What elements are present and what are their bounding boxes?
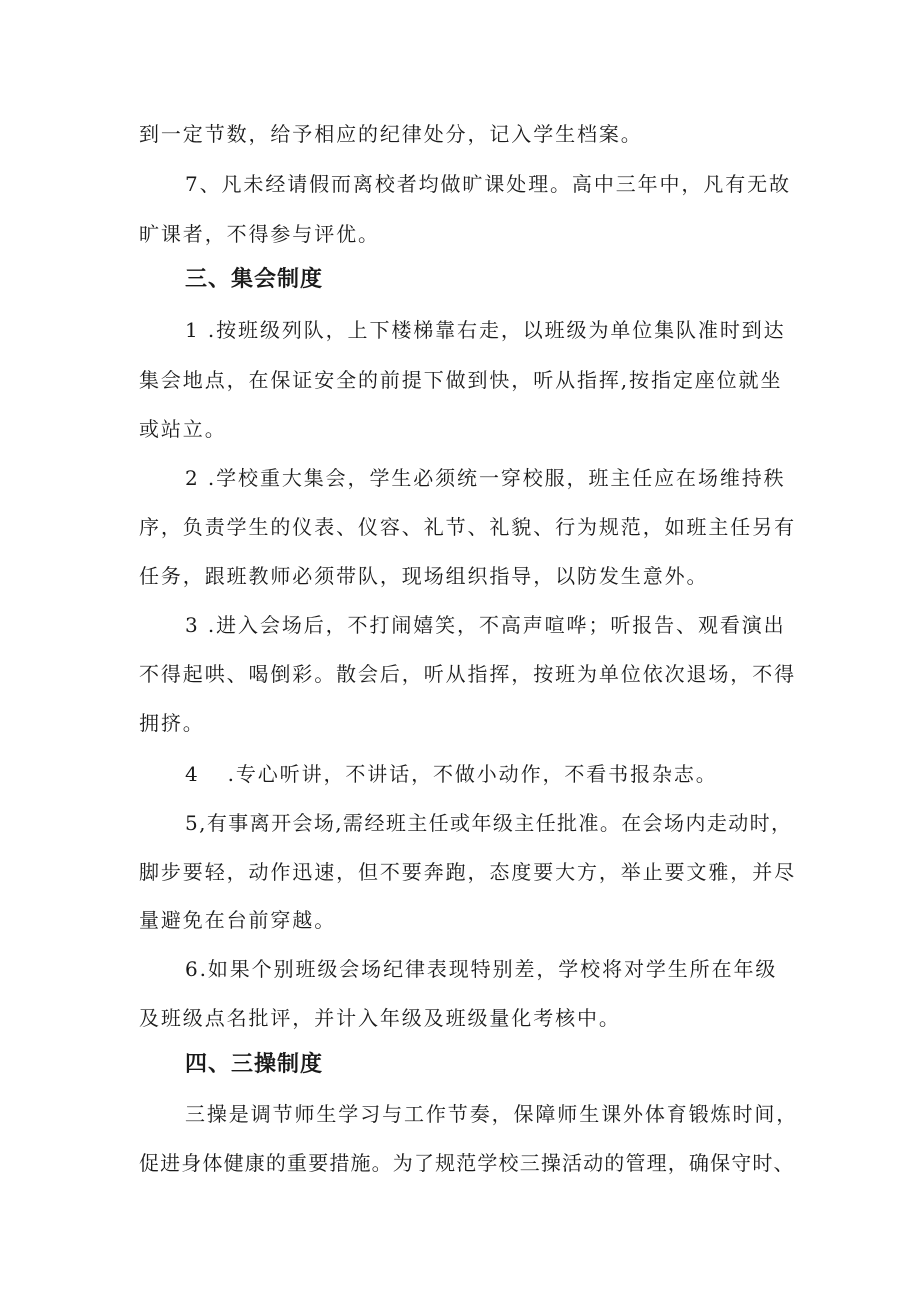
paragraph-line: 2 .学校重大集会，学生必须统一穿校服，班主任应在场维持秩: [185, 466, 786, 490]
section-heading-4: 四、三操制度: [185, 1052, 324, 1077]
paragraph-line: 任务，跟班教师必须带队，现场组织指导，以防发生意外。: [139, 564, 709, 588]
paragraph-line: 三操是调节师生学习与工作节奏，保障师生课外体育锻炼时间，: [185, 1102, 799, 1126]
paragraph-line: 6.如果个别班级会场纪律表现特别差，学校将对学生所在年级: [185, 957, 778, 981]
paragraph-line: 量避免在台前穿越。: [139, 908, 337, 932]
paragraph-line: 1 .按班级列队，上下楼梯靠右走，以班级为单位集队准时到达: [185, 318, 786, 342]
paragraph-line: 及班级点名批评，并计入年级及班级量化考核中。: [139, 1006, 621, 1030]
paragraph-line: 3 .进入会场后，不打闹嬉笑，不高声喧哗；听报告、观看演出: [185, 613, 786, 637]
paragraph-line: 拥挤。: [139, 711, 205, 735]
paragraph-line: 促进身体健康的重要措施。为了规范学校三操活动的管理，确保守时、: [139, 1151, 795, 1175]
paragraph-line: 或站立。: [139, 417, 227, 441]
item-text: .专心听讲，不讲话，不做小动作，不看书报杂志。: [227, 762, 718, 786]
paragraph-line: 到一定节数，给予相应的纪律处分，记入学生档案。: [139, 122, 643, 146]
paragraph-line: 不得起哄、喝倒彩。散会后，听从指挥，按班为单位依次退场，不得: [139, 662, 796, 686]
paragraph-line: 脚步要轻，动作迅速，但不要奔跑，态度要大方，举止要文雅，并尽: [139, 860, 796, 884]
paragraph-line: 序，负责学生的仪表、仪容、礼节、礼貌、行为规范，如班主任另有: [139, 515, 796, 539]
paragraph-line: 5,有事离开会场,需经班主任或年级主任批准。在会场内走动时，: [185, 811, 793, 835]
paragraph-line: 7、凡未经请假而离校者均做旷课处理。高中三年中，凡有无故: [185, 172, 791, 196]
paragraph-line: 旷课者，不得参与评优。: [139, 222, 380, 246]
paragraph-line: [185, 762, 718, 786]
section-heading-3: 三、集会制度: [185, 267, 324, 292]
paragraph-line: 集会地点，在保证安全的前提下做到快，听从指挥,按指定座位就坐: [139, 368, 783, 392]
item-number: 4: [185, 762, 200, 786]
